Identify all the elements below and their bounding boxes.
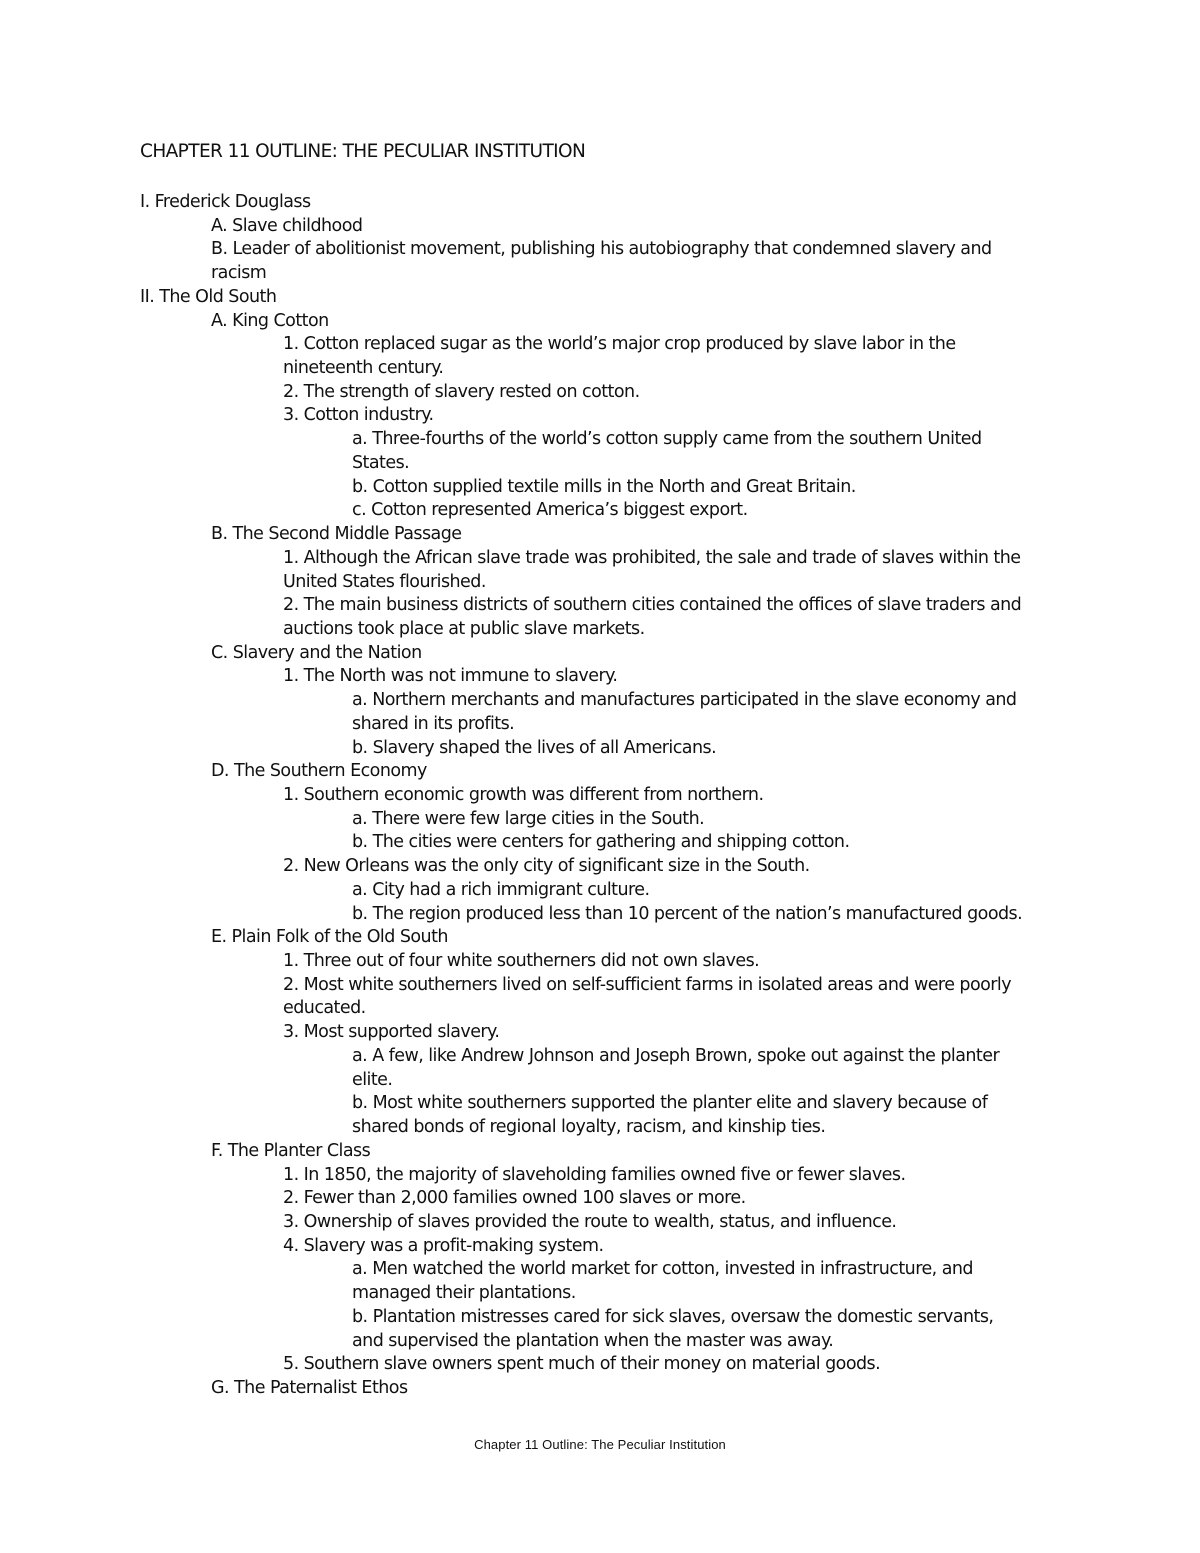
outline-line: and supervised the plantation when the master was away. xyxy=(352,1330,834,1351)
document-title: CHAPTER 11 OUTLINE: THE PECULIAR INSTITUTION xyxy=(140,141,586,162)
outline-line: 1. Although the African slave trade was prohibited, the sale and trade of slaves within the xyxy=(283,547,1021,568)
outline-line: 1. Three out of four white southerners did not own slaves. xyxy=(283,951,760,972)
outline-line: b. The cities were centers for gathering and shipping cotton. xyxy=(352,832,850,853)
outline-line: II. The Old South xyxy=(140,286,277,307)
outline-line: a. Northern merchants and manufactures participated in the slave economy and xyxy=(352,690,1017,711)
outline-line: b. Most white southerners supported the planter elite and slavery because of xyxy=(352,1093,988,1114)
outline-line: b. The region produced less than 10 percent of the nation’s manufactured goods. xyxy=(352,903,1023,924)
outline-line: D. The Southern Economy xyxy=(211,761,427,782)
outline-line: B. The Second Middle Passage xyxy=(211,524,462,545)
outline-line: States. xyxy=(352,452,410,473)
outline-line: nineteenth century. xyxy=(283,358,444,379)
outline-line: United States flourished. xyxy=(283,571,486,592)
outline-line: E. Plain Folk of the Old South xyxy=(211,927,448,948)
outline-line: educated. xyxy=(283,998,366,1019)
outline-line: a. A few, like Andrew Johnson and Joseph Brown, spoke out against the planter xyxy=(352,1045,1000,1066)
outline-line: 1. The North was not immune to slavery. xyxy=(283,666,618,687)
outline-line: 2. The main business districts of southern cities contained the offices of slave traders and xyxy=(283,595,1022,616)
outline-line: racism xyxy=(211,263,267,284)
outline-line: A. Slave childhood xyxy=(211,215,363,236)
outline-line: 2. New Orleans was the only city of significant size in the South. xyxy=(283,856,810,877)
outline-line: C. Slavery and the Nation xyxy=(211,642,422,663)
outline-line: I. Frederick Douglass xyxy=(140,192,311,212)
outline-line: a. Three-fourths of the world’s cotton supply came from the southern United xyxy=(352,429,982,450)
outline-line: 2. The strength of slavery rested on cotton. xyxy=(283,381,640,402)
outline-line: a. Men watched the world market for cotton, invested in infrastructure, and xyxy=(352,1259,973,1280)
outline-line: b. Slavery shaped the lives of all Americans. xyxy=(352,737,717,758)
outline-line: 5. Southern slave owners spent much of their money on material goods. xyxy=(283,1354,881,1375)
outline-line: a. There were few large cities in the South. xyxy=(352,808,705,829)
outline-line: 3. Ownership of slaves provided the route to wealth, status, and influence. xyxy=(283,1211,897,1232)
outline-line: 2. Most white southerners lived on self-sufficient farms in isolated areas and were poorly xyxy=(283,974,1012,995)
outline-line: shared bonds of regional loyalty, racism, and kinship ties. xyxy=(352,1117,826,1138)
outline-line: 4. Slavery was a profit-making system. xyxy=(283,1235,604,1256)
outline-line: 3. Cotton industry. xyxy=(283,405,434,426)
outline-line: 3. Most supported slavery. xyxy=(283,1022,500,1043)
page-footer: Chapter 11 Outline: The Peculiar Institution xyxy=(474,1437,726,1452)
outline-line: 2. Fewer than 2,000 families owned 100 slaves or more. xyxy=(283,1188,746,1209)
outline-line: A. King Cotton xyxy=(211,310,329,331)
outline-line: 1. Southern economic growth was different from northern. xyxy=(283,785,764,805)
outline-line: B. Leader of abolitionist movement, publishing his autobiography that condemned slavery and xyxy=(211,239,992,260)
outline-line: 1. Cotton replaced sugar as the world’s major crop produced by slave labor in the xyxy=(283,334,956,355)
outline-line: managed their plantations. xyxy=(352,1283,576,1304)
outline-line: b. Cotton supplied textile mills in the North and Great Britain. xyxy=(352,476,856,497)
outline-line: 1. In 1850, the majority of slaveholding families owned five or fewer slaves. xyxy=(283,1164,906,1185)
outline-line: elite. xyxy=(352,1069,393,1090)
outline-line: shared in its profits. xyxy=(352,713,515,734)
outline-line: c. Cotton represented America’s biggest export. xyxy=(352,500,748,521)
outline-line: G. The Paternalist Ethos xyxy=(211,1378,408,1398)
outline-line: b. Plantation mistresses cared for sick slaves, oversaw the domestic servants, xyxy=(352,1306,994,1327)
outline-line: F. The Planter Class xyxy=(211,1140,371,1161)
outline-line: auctions took place at public slave markets. xyxy=(283,618,645,639)
outline-line: a. City had a rich immigrant culture. xyxy=(352,879,650,900)
